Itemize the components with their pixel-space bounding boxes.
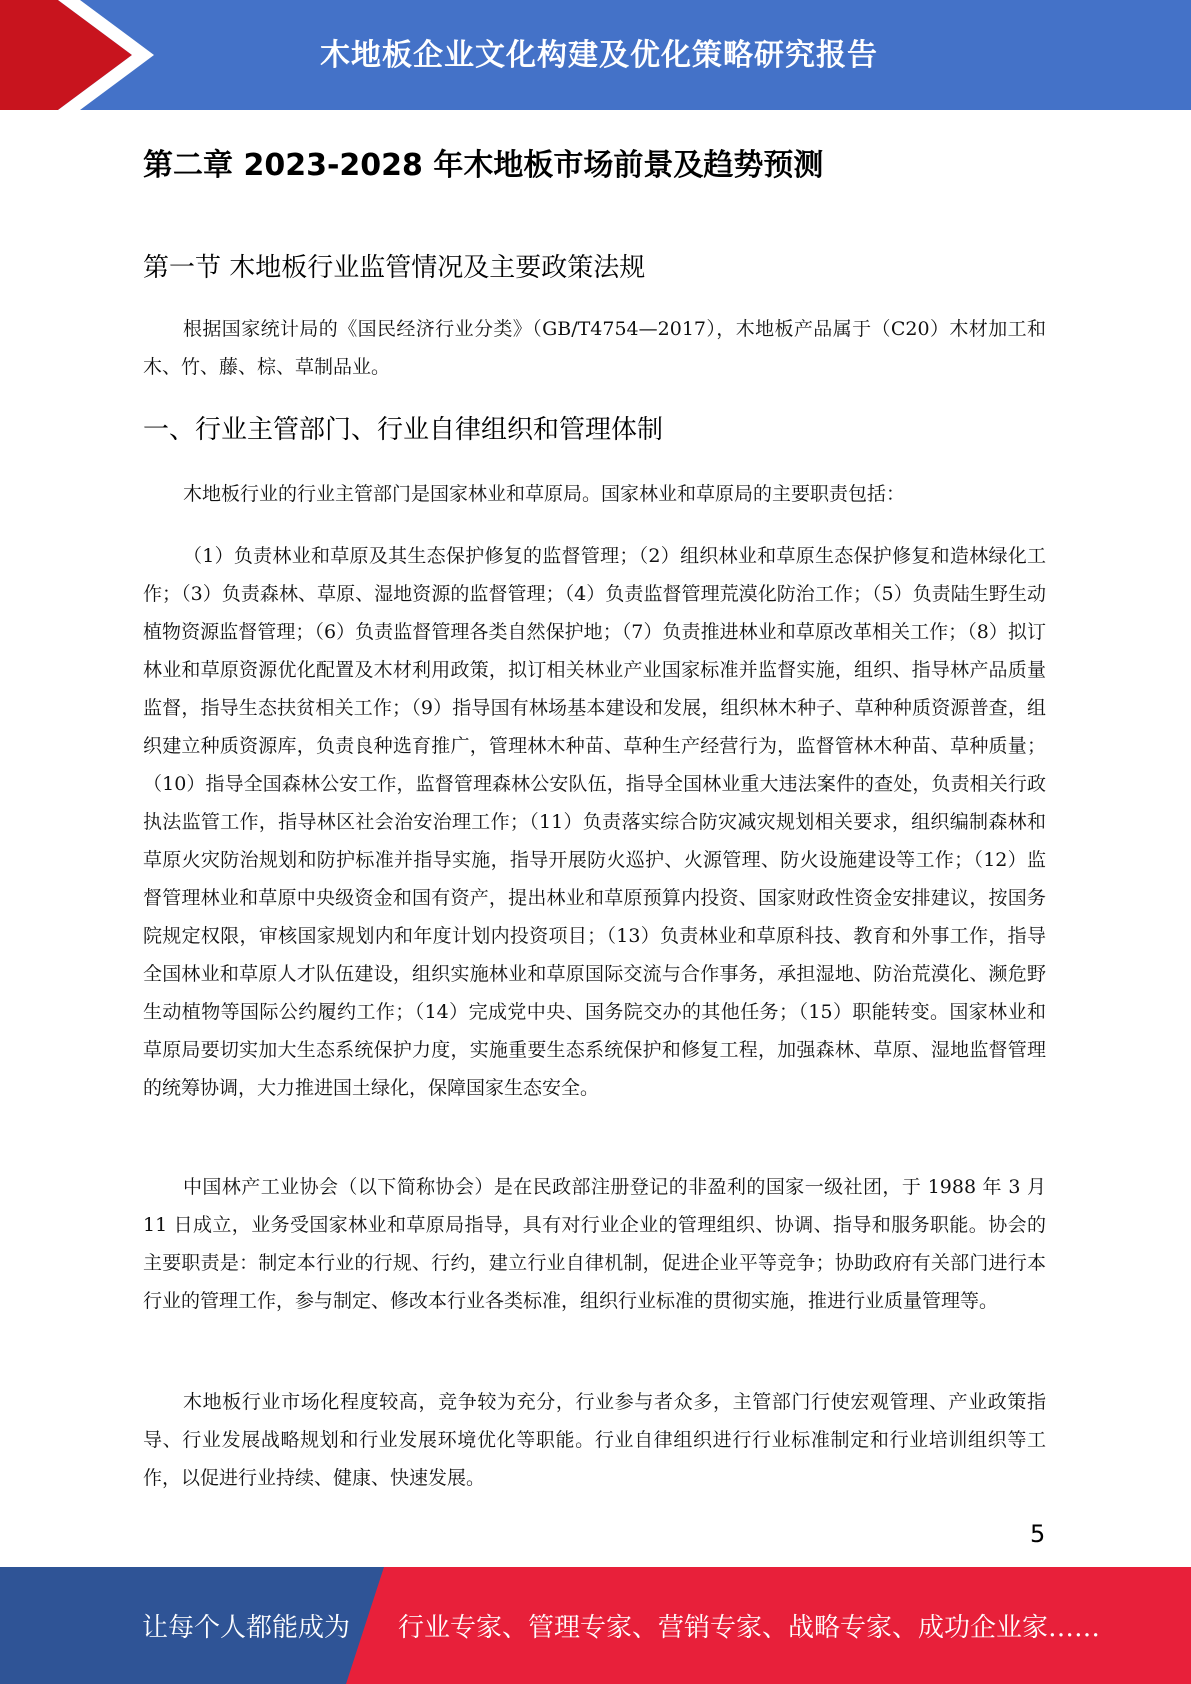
page-header	[0, 0, 1191, 110]
body-paragraph: （1）负责林业和草原及其生态保护修复的监督管理；（2）组织林业和草原生态保护修复和造林绿化工作；（3）负责森林、草原、湿地资源的监督管理；（4）负责监督管理荒漠化防治工作；（5）负责陆生野生动植物资源监督管理；（6）负责监督管理各类自然保护地；（7）负责推进林业和草原改革相关工作；（8）拟订林业和草原资源优化配置及木材利用政策，拟订相关林业产业国家标准并监督实施，组织、指导林产品质量监督，指导生态扶贫相关工作；（9）指导国有林场基本建设和发展，组织林木种子、草种种质资源普查，组织建立种质资源库，负责良种选育推广，管理林木种苗、草种生产经营行为，监督管林木种苗、草种质量；（10）指导全国森林公安工作，监督管理森林公安队伍，指导全国林业重大违法案件的查处，负责相关行政执法监管工作，指导林区社会治安治理工作；（11）负责落实综合防灾减灾规划相关要求，组织编制森林和草原火灾防治规划和防护标准并指导实施，指导开展防火巡护、火源管理、防火设施建设等工作；（12）监督管理林业和草原中央级资金和国有资产，提出林业和草原预算内投资、国家财政性资金安排建议，按国务院规定权限，审核国家规划内和年度计划内投资项目；（13）负责林业和草原科技、教育和外事工作，指导全国林业和草原人才队伍建设，组织实施林业和草原国际交流与合作事务，承担湿地、防治荒漠化、濒危野生动植物等国际公约履约工作；（14）完成党中央、国务院交办的其他任务；（15）职能转变。国家林业和草原局要切实加大生态系统保护力度，实施重要生态系统保护和修复工程，加强森林、草原、湿地监督管理的统筹协调，大力推进国土绿化，保障国家生态安全。	[143, 545, 1046, 1099]
page-number: 5	[1030, 1520, 1046, 1548]
footer-slogan-left: 让每个人都能成为	[142, 1613, 351, 1643]
intro-paragraph: 根据国家统计局的《国民经济行业分类》（GB/T4754—2017），木地板产品属于（C20）木材加工和木、竹、藤、棕、草制品业。	[143, 318, 1046, 378]
chapter-title: 第二章 2023-2028 年木地板市场前景及趋势预测	[143, 148, 824, 183]
body-paragraph: 木地板行业市场化程度较高，竞争较为充分，行业参与者众多，主管部门行使宏观管理、产业政策指导、行业发展战略规划和行业发展环境优化等职能。行业自律组织进行行业标准制定和行业培训组织等工作，以促进行业持续、健康、快速发展。	[143, 1391, 1046, 1489]
body-paragraph: 木地板行业的行业主管部门是国家林业和草原局。国家林业和草原局的主要职责包括：	[183, 483, 906, 505]
section-title: 第一节 木地板行业监管情况及主要政策法规	[143, 253, 646, 283]
footer-slogan-right: 行业专家、管理专家、营销专家、战略专家、成功企业家……	[398, 1613, 1101, 1643]
page-footer	[0, 1567, 1191, 1684]
body-paragraph: 中国林产工业协会（以下简称协会）是在民政部注册登记的非盈利的国家一级社团，于 1988 年 3 月 11 日成立，业务受国家林业和草原局指导，具有对行业企业的管理组织、协调、指导和服务职能。协会的主要职责是：制定本行业的行规、行约，建立行业自律机制，促进企业平等竞争；协助政府有关部门进行本行业的管理工作，参与制定、修改本行业各类标准，组织行业标准的贯彻实施，推进行业质量管理等。	[143, 1176, 1046, 1312]
report-title: 木地板企业文化构建及优化策略研究报告	[320, 38, 878, 73]
subsection-title: 一、行业主管部门、行业自律组织和管理体制	[143, 415, 664, 445]
